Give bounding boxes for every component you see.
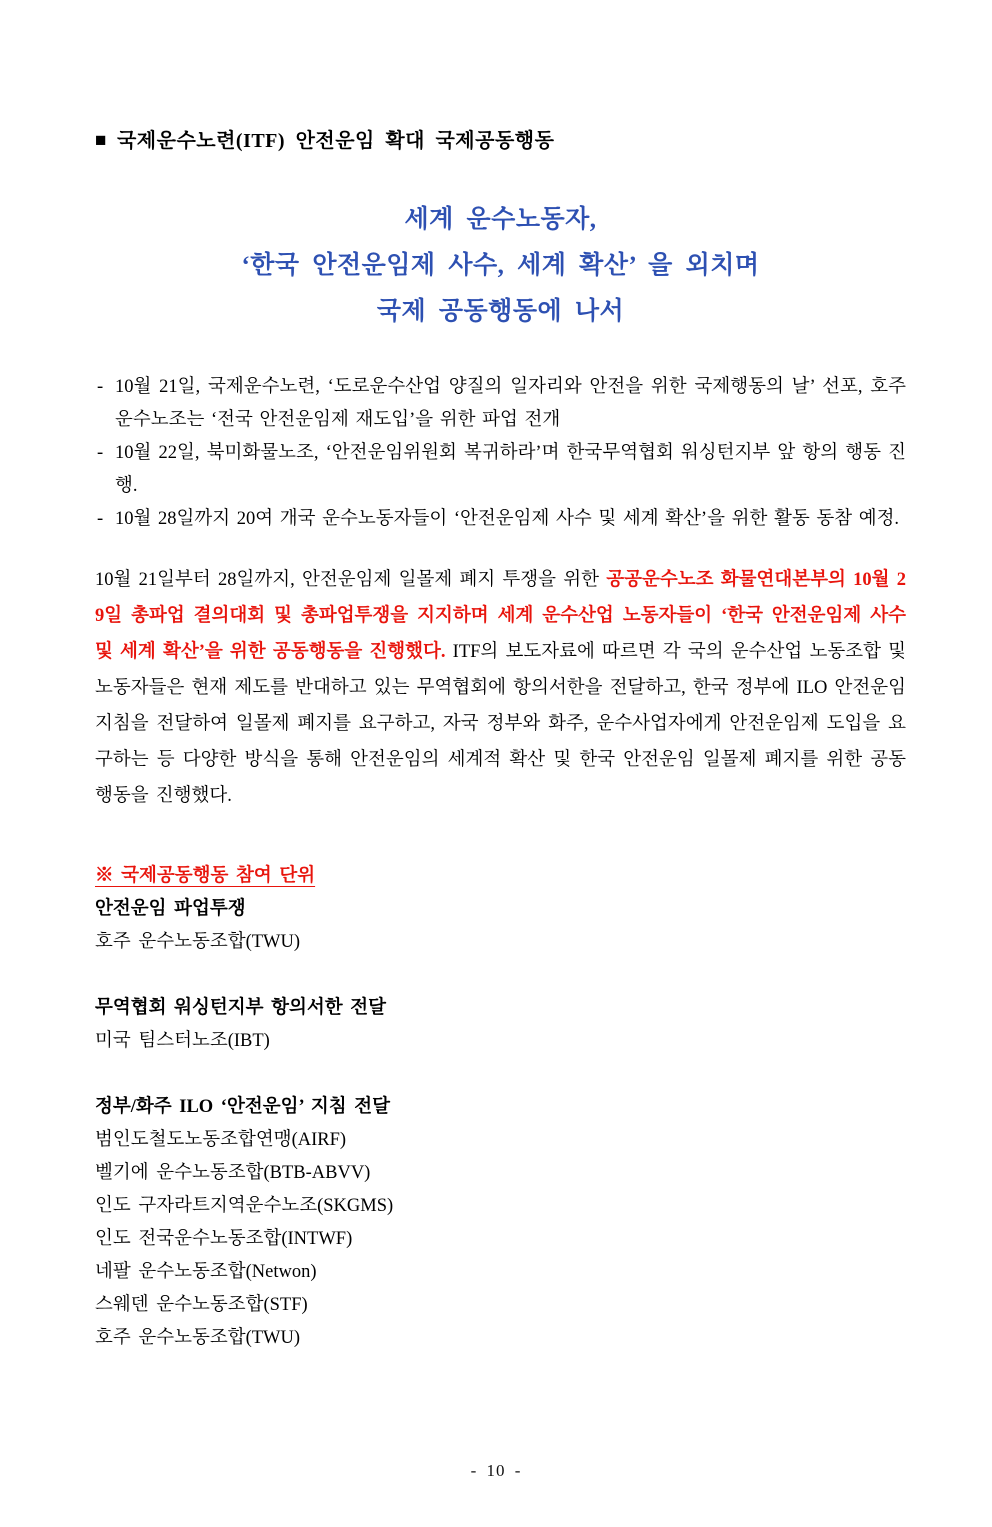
participant-group-protest-letter — [95, 992, 906, 1058]
list-item — [95, 437, 906, 503]
group-member: 네팔 운수노동조합(Netwon) — [95, 1262, 317, 1282]
document-page — [0, 124, 992, 1527]
section-header — [95, 124, 906, 153]
square-bullet-icon: ■ — [95, 130, 107, 151]
body-text-tail: ITF의 보도자료에 따르면 각 국의 운수산업 노동조합 및 노동자들은 현재 제도를 반대하고 있는 무역협회에 항의서한을 전달하고, 한국 정부에 ILO 안전운임 지침을 전달하여 일몰제 폐지를 요구하고, 자국 정부와 화주, 운수사업자에게 안전운임제 도입을 요구하는 등 다양한 방식을 통해 안전운임의 세계적 확산 및 한국 안전운임 일몰제 폐지를 위한 공동행동을 진행했다. — [95, 642, 907, 806]
participant-group-strike — [95, 893, 906, 959]
group-member: 미국 팀스터노조(IBT) — [95, 1031, 270, 1051]
group-member: 범인도철도노동조합연맹(AIRF) — [95, 1130, 347, 1150]
group-title: 무역협회 워싱턴지부 항의서한 전달 — [95, 998, 386, 1018]
dash-marker: - — [97, 509, 104, 529]
dash-marker: - — [97, 377, 104, 397]
group-member: 벨기에 운수노동조합(BTB-ABVV) — [95, 1163, 371, 1183]
group-member: 인도 전국운수노동조합(INTWF) — [95, 1229, 353, 1249]
dash-marker: - — [97, 443, 104, 463]
participants-heading: ※ 국제공동행동 참여 단위 — [95, 866, 316, 886]
list-item-text: 10월 28일까지 20여 개국 운수노동자들이 ‘안전운임제 사수 및 세계 확산’을 위한 활동 동참 예정. — [115, 509, 900, 529]
page-number: - 10 - — [470, 1461, 522, 1480]
body-text-lead: 10월 21일부터 28일까지, 안전운임제 일몰제 폐지 투쟁을 위한 — [95, 570, 607, 590]
main-title-line-1: 세계 운수노동자, — [404, 206, 597, 233]
main-title-line-2: ‘한국 안전운임제 사수, 세계 확산’ 을 외치며 — [241, 252, 760, 279]
list-item-text: 10월 22일, 북미화물노조, ‘안전운임위원회 복귀하라’며 한국무역협회 워싱턴지부 앞 항의 행동 진행. — [115, 443, 906, 496]
body-paragraph — [95, 562, 906, 814]
participant-group-ilo-guideline — [95, 1091, 906, 1355]
group-member: 호주 운수노동조합(TWU) — [95, 932, 301, 952]
group-member: 인도 구자라트지역운수노조(SKGMS) — [95, 1196, 394, 1216]
body-text-red-emphasis: 공공운수노조 화물연대본부의 10월 29일 총파업 결의대회 및 총파업투쟁을 지지하며 세계 운수산업 노동자들이 ‘한국 안전운임제 사수 및 세계 확산’을 위한 공동행동을 진행했다. — [95, 570, 906, 662]
section-header-text: 국제운수노련(ITF) 안전운임 확대 국제공동행동 — [116, 130, 555, 152]
main-title — [95, 197, 906, 335]
group-member: 호주 운수노동조합(TWU) — [95, 1328, 301, 1348]
main-title-line-3: 국제 공동행동에 나서 — [376, 298, 625, 325]
participants-section — [95, 860, 906, 1355]
list-item-text: 10월 21일, 국제운수노련, ‘도로운수산업 양질의 일자리와 안전을 위한 국제행동의 날’ 선포, 호주운수노조는 ‘전국 안전운임제 재도입’을 위한 파업 전개 — [115, 377, 906, 430]
group-title: 안전운임 파업투쟁 — [95, 899, 246, 919]
list-item — [95, 371, 906, 437]
summary-bullet-list — [95, 371, 906, 536]
list-item — [95, 503, 906, 536]
group-member: 스웨덴 운수노동조합(STF) — [95, 1295, 308, 1315]
group-title: 정부/화주 ILO ‘안전운임’ 지침 전달 — [95, 1097, 390, 1117]
document-content — [0, 124, 992, 1355]
